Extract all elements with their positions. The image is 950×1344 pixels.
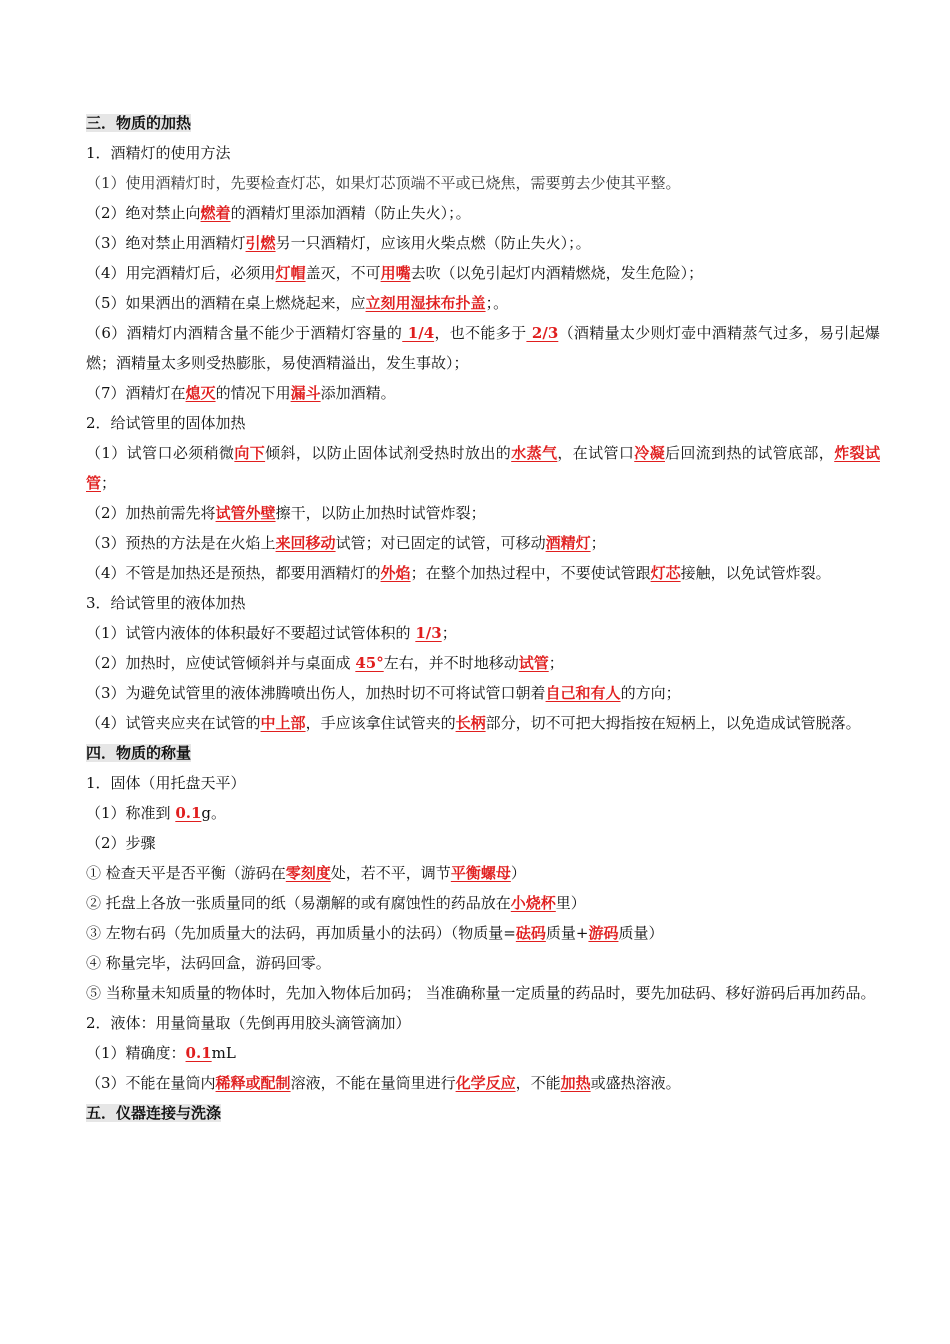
answer-blank: 灯帽 [275,264,306,282]
paragraph: （3）为避免试管里的液体沸腾喷出伤人，加热时切不可将试管口朝着自己和有人的方向； [86,684,681,702]
answer-blank: 平衡螺母 [450,864,511,882]
paragraph: ③ 左物右码（先加质量大的法码，再加质量小的法码）（物质量=砝码质量+游码质量） [86,924,664,942]
answer-blank: 酒精灯 [545,534,591,552]
answer-blank: 砝码 [515,924,546,942]
section-heading: 四．物质的称量 [86,744,192,762]
paragraph: （2）步骤 [86,834,156,852]
answer-blank: 自己和有人 [545,684,621,702]
answer-blank: 试管外壁 [215,504,276,522]
answer-blank: 2/3 [526,324,559,342]
answer-blank: 燃着 [200,204,231,222]
answer-blank: 试管 [518,654,549,672]
answer-blank: 向下 [234,444,266,462]
answer-blank: 熄灭 [185,384,216,402]
answer-blank: 零刻度 [285,864,331,882]
answer-blank: 小烧杯 [510,894,556,912]
subheading: 1．固体（用托盘天平） [86,774,246,792]
paragraph: （1）称准到 0.1g。 [86,804,227,822]
paragraph: （6）酒精灯内酒精含量不能少于酒精灯容量的 1/4，也不能多于 2/3（酒精量太少则灯壶中酒精蒸气过多，易引起爆燃；酒精量太多则受热膨胀，易使酒精溢出，发生事故）； [86,324,880,372]
answer-blank: 45° [355,654,384,672]
paragraph: （1）试管口必须稍微向下倾斜，以防止固体试剂受热时放出的水蒸气，在试管口冷凝后回流到热的试管底部，炸裂试管； [86,444,880,492]
paragraph: （7）酒精灯在熄灭的情况下用漏斗添加酒精。 [86,384,396,402]
answer-blank: 游码 [588,924,619,942]
paragraph: ⑤ 当称量未知质量的物体时，先加入物体后加码； 当准确称量一定质量的药品时，要先加砝码、移好游码后再加药品。 [86,984,876,1002]
paragraph: ② 托盘上各放一张质量同的纸（易潮解的或有腐蚀性的药品放在小烧杯里） [86,894,586,912]
paragraph: （2）加热前需先将试管外壁擦干，以防止加热时试管炸裂； [86,504,486,522]
section-heading: 三．物质的加热 [86,114,192,132]
answer-blank: 灯芯 [650,564,681,582]
answer-blank: 引燃 [245,234,276,252]
answer-blank: 漏斗 [290,384,321,402]
answer-blank: 长柄 [455,714,486,732]
answer-blank: 外焰 [380,564,411,582]
answer-blank: 0.1 [175,804,202,822]
paragraph: （3）不能在量筒内稀释或配制溶液，不能在量筒里进行化学反应，不能加热或盛热溶液。 [86,1074,681,1092]
paragraph: （3）预热的方法是在火焰上来回移动试管；对已固定的试管，可移动酒精灯； [86,534,606,552]
paragraph: （4）不管是加热还是预热，都要用酒精灯的外焰；在整个加热过程中，不要使试管跟灯芯接触，以免试管炸裂。 [86,564,831,582]
answer-blank: 用嘴 [380,264,411,282]
answer-blank: 化学反应 [455,1074,516,1092]
answer-blank: 来回移动 [275,534,336,552]
paragraph: ④ 称量完毕，法码回盒，游码回零。 [86,954,331,972]
subheading: 1．酒精灯的使用方法 [86,144,231,162]
paragraph: （2）加热时，应使试管倾斜并与桌面成 45°左右，并不时地移动试管； [86,654,564,672]
subheading: 3．给试管里的液体加热 [86,594,246,612]
answer-blank: 1/3 [415,624,442,642]
subheading: 2．给试管里的固体加热 [86,414,246,432]
paragraph: （1）试管内液体的体积最好不要超过试管体积的 1/3； [86,624,457,642]
paragraph: （2）绝对禁止向燃着的酒精灯里添加酒精（防止失火）；。 [86,204,471,222]
paragraph: （4）用完酒精灯后，必须用灯帽盖灭，不可用嘴去吹（以免引起灯内酒精燃烧，发生危险）； [86,264,704,282]
answer-blank: 水蒸气 [511,444,558,462]
paragraph: （3）绝对禁止用酒精灯引燃另一只酒精灯，应该用火柴点燃（防止失火）；。 [86,234,591,252]
answer-blank: 0.1 [185,1044,212,1062]
answer-blank: 立刻用湿抹布扑盖 [365,294,486,312]
subheading: 2．液体：用量筒量取（先倒再用胶头滴管滴加） [86,1014,411,1032]
paragraph: （5）如果洒出的酒精在桌上燃烧起来，应立刻用湿抹布扑盖；。 [86,294,509,312]
answer-blank: 稀释或配制 [215,1074,291,1092]
paragraph: （1）使用酒精灯时，先要检查灯芯，如果灯芯顶端不平或已烧焦，需要剪去少使其平整。 [86,174,681,192]
answer-blank: 炸裂试管 [86,444,880,492]
answer-blank: 1/4 [402,324,435,342]
section-heading: 五．仪器连接与洗涤 [86,1104,222,1122]
paragraph: ① 检查天平是否平衡（游码在零刻度处，若不平，调节平衡螺母） [86,864,526,882]
paragraph: （1）精确度：0.1mL [86,1044,236,1062]
answer-blank: 中上部 [260,714,306,732]
answer-blank: 加热 [560,1074,591,1092]
paragraph: （4）试管夹应夹在试管的中上部，手应该拿住试管夹的长柄部分，切不可把大拇指按在短柄上，以免造成试管脱落。 [86,714,861,732]
answer-blank: 冷凝 [634,444,665,462]
